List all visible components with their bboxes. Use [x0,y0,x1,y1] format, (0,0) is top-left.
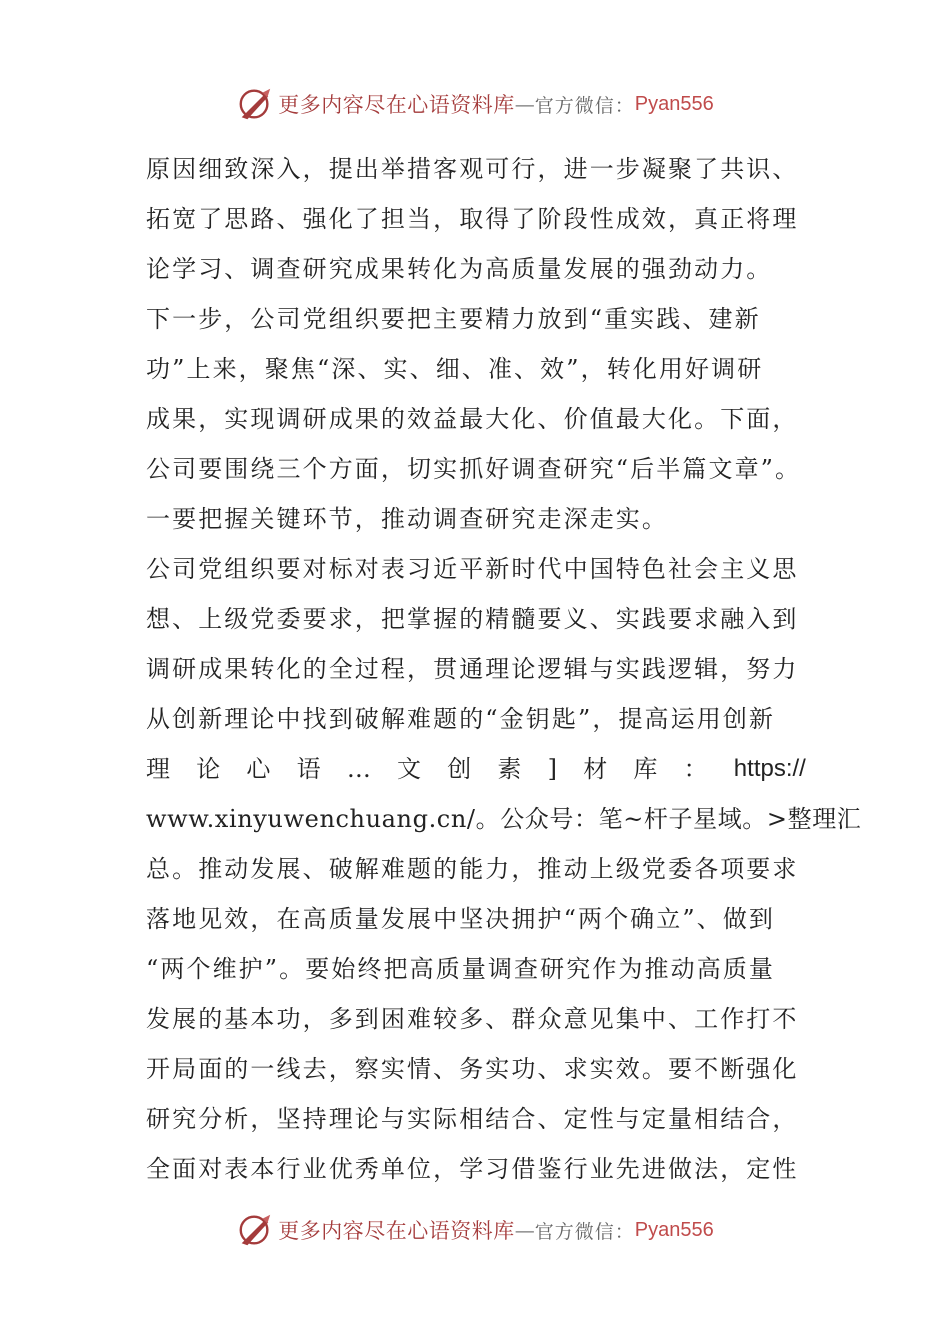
text-line: “两个维护”。要始终把高质量调查研究作为推动高质量 [146,955,776,983]
banner-separator: — [514,1218,535,1242]
text-line: 想、上级党委要求，把掌握的精髓要义、实践要求融入到 [146,605,799,633]
spread-char: 创 [447,755,474,783]
document-body [146,144,862,1194]
text-line: 原因细致深入，提出举措客观可行，进一步凝聚了共识、 [146,155,799,183]
banner-wechat-id: Pyan556 [634,1218,714,1241]
banner-wechat-label: 官方微信： [534,1220,635,1243]
spread-char: … [346,755,373,783]
text-line: 拓宽了思路、强化了担当，取得了阶段性成效，真正将理 [146,205,799,233]
banner-title: 更多内容尽在心语资料库 [278,93,515,117]
url-fragment: https:// [733,755,806,782]
spread-char: 素 [497,755,524,783]
spread-char: 理 [146,755,173,783]
text-line: 成果，实现调研成果的效益最大化、价值最大化。下面， [146,405,799,433]
spread-char: ] [547,755,560,783]
banner-wechat-label: 官方微信： [534,94,635,117]
banner-wechat-id: Pyan556 [634,92,714,115]
banner-separator: — [514,92,535,116]
spread-char: 文 [397,755,424,783]
banner-title: 更多内容尽在心语资料库 [278,1219,515,1243]
text-line: 公司要围绕三个方面，切实抓好调查研究“后半篇文章”。 [146,455,802,483]
spread-char: 材 [583,755,610,783]
pen-logo-icon [236,1211,274,1249]
text-line: 总。推动发展、破解难题的能力，推动上级党委各项要求 [146,855,799,883]
text-line: 功”上来，聚焦“深、实、细、准、效”，转化用好调研 [146,355,764,383]
text-line-url: www.xinyuwenchuang.cn/。公众号：笔~杆子星域。>整理汇 [146,805,862,833]
text-line: 一要把握关键环节，推动调查研究走深走实。 [146,505,668,533]
text-line: 开局面的一线去，察实情、务实功、求实效。要不断强化 [146,1055,799,1083]
text-line: 研究分析，坚持理论与实际相结合、定性与定量相结合， [146,1105,799,1133]
pen-logo-icon [236,85,274,123]
text-line: 落地见效，在高质量发展中坚决拥护“两个确立”、做到 [146,905,776,933]
spread-text-line [146,744,806,794]
text-line: 公司党组织要对标对表习近平新时代中国特色社会主义思 [146,555,799,583]
text-line: 调研成果转化的全过程，贯通理论逻辑与实践逻辑，努力 [146,655,799,683]
text-line: 从创新理论中找到破解难题的“金钥匙”，提高运用创新 [146,705,776,733]
spread-char: 语 [296,755,323,783]
text-line: 发展的基本功，多到困难较多、群众意见集中、工作打不 [146,1005,799,1033]
header-banner [0,84,950,124]
text-line: 下一步，公司党组织要把主要精力放到“重实践、建新 [146,305,761,333]
spread-char: 库 [633,755,660,783]
footer-banner [0,1210,950,1250]
spread-char: 心 [246,755,273,783]
spread-char: ： [683,755,710,783]
text-line: 论学习、调查研究成果转化为高质量发展的强劲动力。 [146,255,773,283]
text-line: 全面对表本行业优秀单位，学习借鉴行业先进做法，定性 [146,1155,799,1183]
spread-char: 论 [196,755,223,783]
